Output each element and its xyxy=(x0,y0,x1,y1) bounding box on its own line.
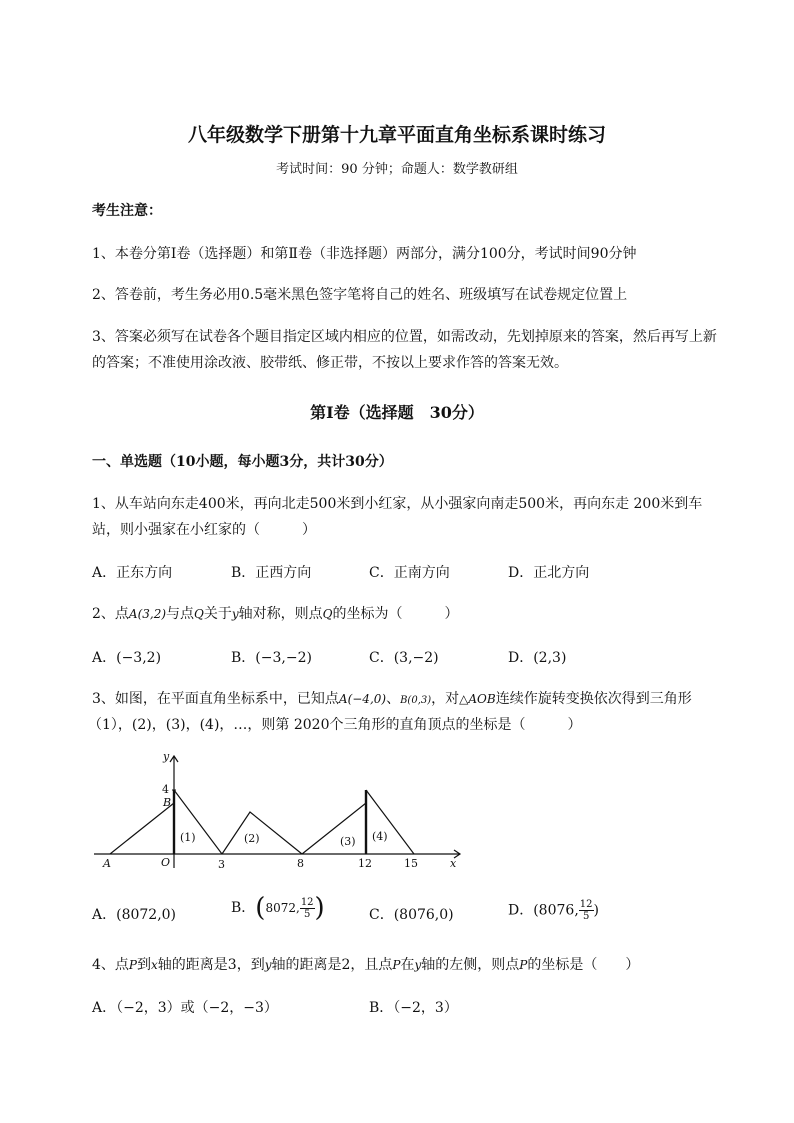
label-3: 3 xyxy=(218,858,225,871)
label-12: 12 xyxy=(358,857,372,870)
label-15: 15 xyxy=(404,857,418,870)
q1-line-1: 1、从车站向东走400米，再向北走500米到小红家，从小强家向南走500米，再向东走 200米到车 xyxy=(92,496,703,512)
q2-option-b: B．(−3,−2) xyxy=(231,650,312,666)
label-t3: (3) xyxy=(340,835,356,848)
label-x: x xyxy=(450,857,457,870)
q2-option-a: A．(−3,2) xyxy=(92,650,162,666)
q4-option-a: A．（−2，3）或（−2，−3） xyxy=(92,1000,278,1016)
label-y: y xyxy=(163,750,170,763)
part-title: 一、单选题（10小题，每小题3分，共计30分） xyxy=(92,454,393,470)
q3-option-b: B．(8072, $\frac{12}{5}$ ) xyxy=(231,893,325,923)
q1-line-2: 站，则小强家在小红家的（ ） xyxy=(92,522,316,538)
label-t1: (1) xyxy=(180,831,196,844)
q1-option-d: D．正北方向 xyxy=(508,565,590,581)
notice-item-2: 2、答卷前，考生务必用0.5毫米黑色签字笔将自己的姓名、班级填写在试卷规定位置上 xyxy=(92,287,628,303)
label-t2: (2) xyxy=(244,832,260,845)
q3-stem-line-1: 3、如图，在平面直角坐标系中，已知点A(−4,0)、B(0,3)，对△AOB连续作旋转变换依次得到三角形 xyxy=(92,691,692,707)
q2-stem: 2、点A(3,2)与点Q关于y轴对称，则点Q的坐标为（ ） xyxy=(92,606,459,622)
q1-option-c: C．正南方向 xyxy=(369,565,450,581)
triangle-3 xyxy=(302,803,366,854)
label-4: 4 xyxy=(162,783,169,796)
q4-option-b: B．（−2，3） xyxy=(369,1000,458,1016)
notice-heading: 考生注意： xyxy=(92,203,162,219)
label-t4: (4) xyxy=(372,830,388,843)
q3-option-d: D．(8076, $\frac{12}{5}$ ) xyxy=(508,899,599,922)
triangle-1 xyxy=(174,790,222,854)
q3-stem-line-2: （1），(2)，(3)，(4)，…，则第 2020个三角形的直角顶点的坐标是（ ） xyxy=(88,717,582,733)
label-b: B xyxy=(163,796,172,809)
q3-option-c: C．(8076,0) xyxy=(369,907,454,923)
section-title: 第Ⅰ卷（选择题 30分） xyxy=(310,403,484,422)
notice-item-1: 1、本卷分第Ⅰ卷（选择题）和第Ⅱ卷（非选择题）两部分，满分100分，考试时间90分钟 xyxy=(92,246,637,262)
triangle-4 xyxy=(366,790,414,854)
notice-item-3-line-2: 的答案；不准使用涂改液、胶带纸、修正带，不按以上要求作答的答案无效。 xyxy=(92,355,568,371)
label-a: A xyxy=(103,857,111,870)
page-title: 八年级数学下册第十九章平面直角坐标系课时练习 xyxy=(187,124,606,146)
q1-option-b: B．正西方向 xyxy=(231,565,312,581)
page-subtitle: 考试时间：90 分钟；命题人：数学教研组 xyxy=(276,162,518,177)
triangle-2 xyxy=(222,812,302,854)
q2-option-d: D．(2,3) xyxy=(508,650,567,666)
triangle-aob xyxy=(110,803,174,854)
q2-option-c: C．(3,−2) xyxy=(369,650,439,666)
notice-item-3-line-1: 3、答案必须写在试卷各个题目指定区域内相应的位置，如需改动，先划掉原来的答案，然后再写上新 xyxy=(92,329,717,345)
q1-option-a: A．正东方向 xyxy=(92,565,173,581)
q3-option-a: A．(8072,0) xyxy=(92,907,177,923)
q4-stem: 4、点P到x轴的距离是3，到y轴的距离是2，且点P在y轴的左侧，则点P的坐标是（ ） xyxy=(92,957,640,973)
label-8: 8 xyxy=(297,857,304,870)
coordinate-figure xyxy=(92,750,472,875)
label-o: O xyxy=(161,856,171,869)
